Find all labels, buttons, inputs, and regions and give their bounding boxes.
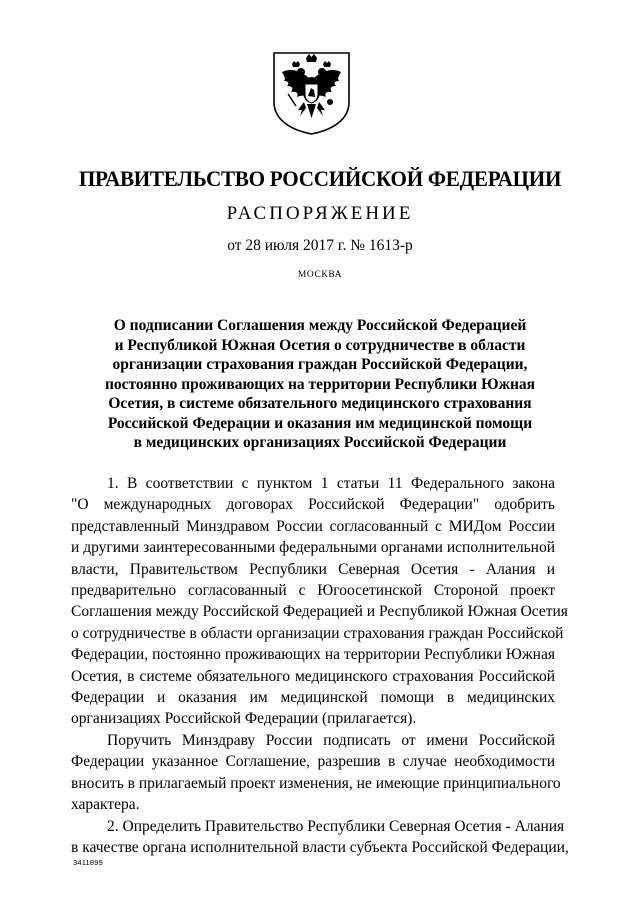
body-line: Федерации, постоянно проживающих на территории Республики Южная <box>71 646 555 664</box>
document-date-number: от 28 июля 2017 г. № 1613-р <box>227 237 413 254</box>
heading-line: Российской Федерации и оказания им медицинской помощи <box>107 414 533 432</box>
body-line: 1. В соответствии с пунктом 1 статьи 11 Федерального закона <box>107 475 555 492</box>
heading-line: Осетия, в системе обязательного медицинского страхования <box>108 395 532 412</box>
body-line: представленный Минздравом России согласованный с МИДом России <box>71 517 555 535</box>
government-title: ПРАВИТЕЛЬСТВО РОССИЙСКОЙ ФЕДЕРАЦИИ <box>78 166 562 191</box>
body-line: и другими заинтересованными федеральными органами исполнительной <box>71 539 555 557</box>
heading-line: организации страхования граждан Российской Федерации, <box>112 356 528 373</box>
heading-line: О подписании Соглашения между Российской Федерацией <box>113 317 527 334</box>
body-line: Поручить Минздраву России подписать от имени Российской <box>107 731 555 749</box>
body-line: Федерации и оказания им медицинской помощи в медицинских <box>71 689 555 707</box>
body-line: Федерации указанное Соглашение, разрешив в случае необходимости <box>71 753 555 771</box>
body-line: Осетия, в системе обязательного медицинского страхования Российской <box>71 667 555 685</box>
document-body <box>71 473 569 858</box>
body-line: в качестве органа исполнительной власти субъекта Российской Федерации, <box>71 838 569 856</box>
document-code: 3411899 <box>73 858 104 867</box>
body-line: 2. Определить Правительство Республики Северная Осетия - Алания <box>107 817 565 835</box>
document-heading <box>0 316 640 453</box>
document-type: РАСПОРЯЖЕНИЕ <box>226 203 414 224</box>
body-line: власти, Правительством Республики Северная Осетия - Алания и <box>71 560 555 578</box>
document-city: МОСКВА <box>297 270 343 280</box>
heading-line: в медицинских организациях Российской Федерации <box>133 434 507 451</box>
body-line: "О международных договорах Российской Федерации" одобрить <box>71 496 555 514</box>
body-line: Соглашения между Российской Федерацией и Республикой Южная Осетия <box>71 603 568 621</box>
body-line: предварительно согласованный с Югоосетинской Стороной проект <box>71 582 555 600</box>
body-line: о сотрудничестве в области организации страхования граждан Российской <box>71 624 564 642</box>
heading-line: и Республикой Южная Осетия о сотрудничестве в области <box>114 336 526 354</box>
coat-of-arms-emblem <box>270 50 353 136</box>
body-line: организациях Российской Федерации (прилагается). <box>71 710 417 728</box>
body-line: характера. <box>71 796 140 814</box>
heading-line: постоянно проживающих на территории Республики Южная <box>104 375 536 393</box>
body-line: вносить в прилагаемый проект изменения, не имеющие принципиального <box>71 774 561 792</box>
